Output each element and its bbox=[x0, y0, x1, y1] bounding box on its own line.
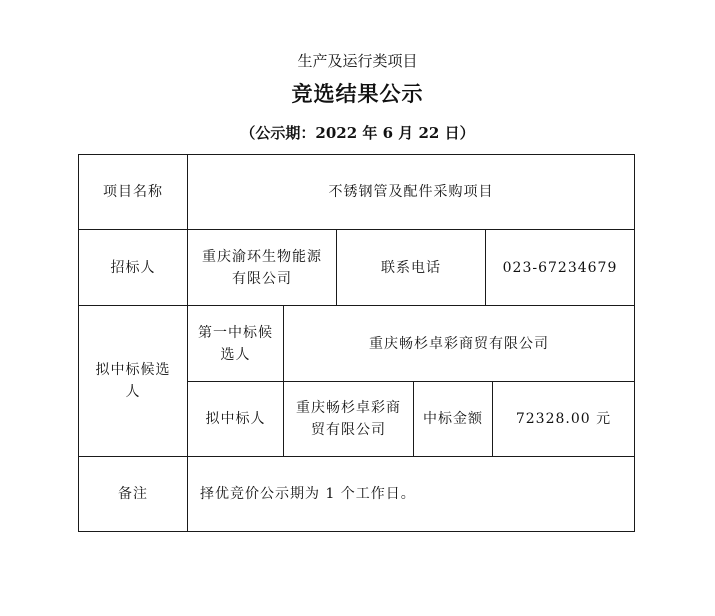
publicity-date: （公示期：2022 年 6 月 22 日） bbox=[240, 124, 475, 142]
amount-label: 中标金额 bbox=[423, 411, 483, 427]
remark-label: 备注 bbox=[118, 486, 148, 502]
project-name-label: 项目名称 bbox=[103, 184, 163, 200]
amount-value: 72328.00 元 bbox=[515, 411, 612, 427]
tenderer-label: 招标人 bbox=[110, 259, 156, 276]
first-candidate-label: 第一中标候选人 bbox=[198, 324, 273, 363]
winner-value: 重庆畅杉卓彩商贸有限公司 bbox=[296, 400, 401, 438]
phone-value: 023-67234679 bbox=[502, 259, 618, 276]
project-name-value: 不锈钢管及配件采购项目 bbox=[328, 184, 494, 200]
candidate-label: 拟中标候选人 bbox=[95, 362, 171, 400]
document-subtitle: 生产及运行类项目 bbox=[297, 52, 418, 70]
tenderer-value: 重庆渝环生物能源有限公司 bbox=[202, 248, 322, 287]
remark-value: 择优竞价公示期为 1 个工作日。 bbox=[200, 486, 416, 502]
table-border-right bbox=[634, 154, 635, 532]
document-title: 竞选结果公示 bbox=[291, 81, 424, 106]
phone-label: 联系电话 bbox=[381, 259, 441, 276]
first-candidate-value: 重庆畅杉卓彩商贸有限公司 bbox=[369, 335, 549, 352]
table-border-bottom bbox=[78, 531, 635, 532]
winner-label: 拟中标人 bbox=[205, 411, 266, 427]
